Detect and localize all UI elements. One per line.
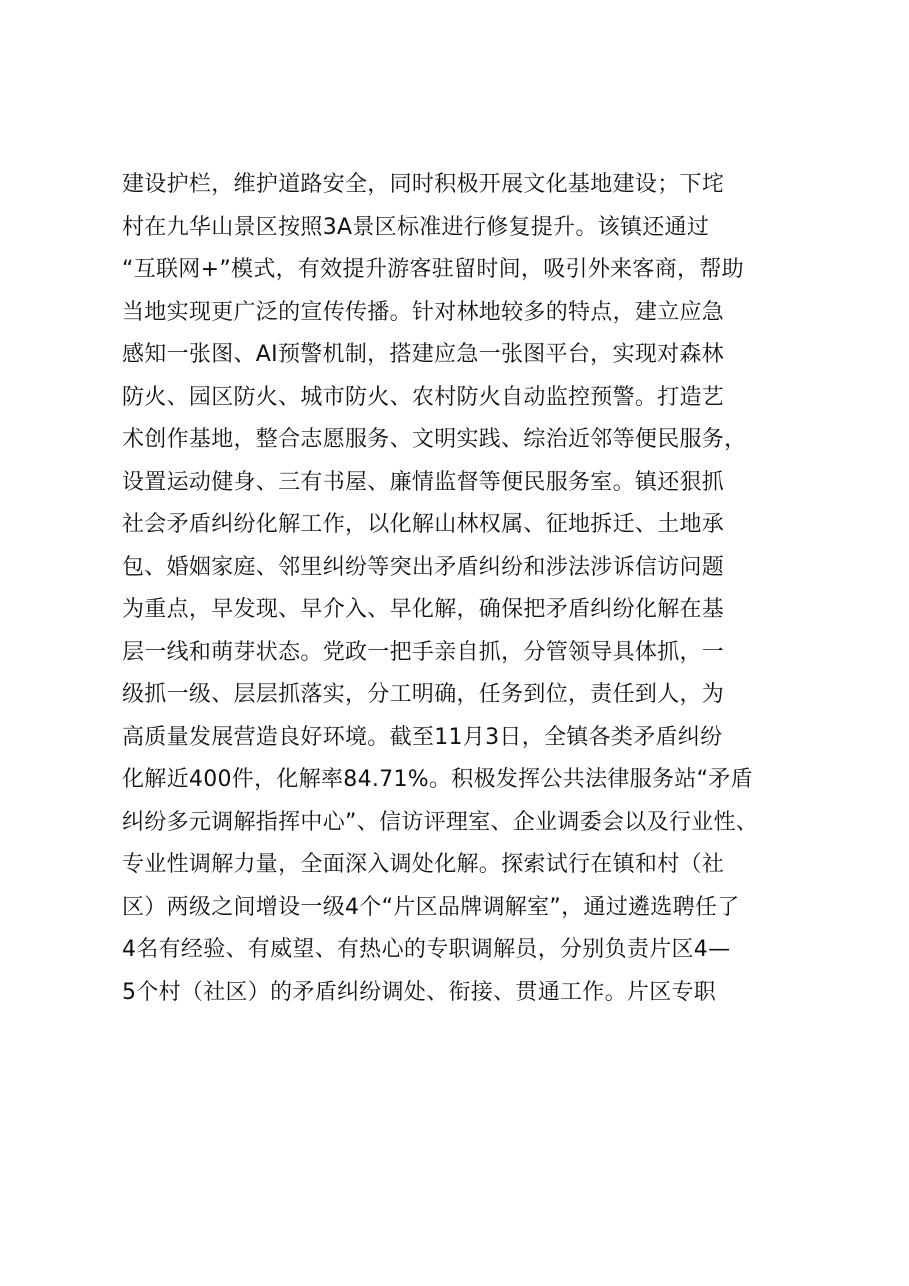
body-paragraph (122, 164, 822, 1014)
text-line: 当地实现更广泛的宣传传播。针对林地较多的特点，建立应急 (122, 299, 725, 325)
text-line: 防火、园区防火、城市防火、农村防火自动监控预警。打造艺 (122, 384, 725, 410)
text-line: 设置运动健身、三有书屋、廉情监督等便民服务室。镇还狠抓 (122, 469, 725, 495)
text-line: 层一线和萌芽状态。党政一把手亲自抓，分管领导具体抓，一 (122, 639, 725, 665)
text-line: 专业性调解力量，全面深入调处化解。探索试行在镇和村（社 (122, 852, 725, 877)
text-line: 为重点，早发现、早介入、早化解，确保把矛盾纠纷化解在基 (122, 597, 725, 622)
text-line: 化解近400件，化解率84.71%。积极发挥公共法律服务站“矛盾 (122, 767, 753, 792)
text-line: 建设护栏，维护道路安全，同时积极开展文化基地建设；下垞 (122, 172, 725, 197)
text-line: 社会矛盾纠纷化解工作，以化解山林权属、征地拆迁、土地承 (122, 512, 725, 537)
text-line: 术创作基地，整合志愿服务、文明实践、综治近邻等便民服务， (122, 427, 747, 452)
text-line: 村在九华山景区按照3A景区标准进行修复提升。该镇还通过 (122, 214, 710, 240)
text-line: 4名有经验、有威望、有热心的专职调解员，分别负责片区4— (122, 937, 731, 962)
text-line: 纠纷多元调解指挥中心”、信访评理室、企业调委会以及行业性、 (122, 809, 759, 835)
text-line: “互联网+”模式，有效提升游客驻留时间，吸引外来客商，帮助 (122, 257, 744, 282)
text-line: 感知一张图、AI预警机制，搭建应急一张图平台，实现对森林 (122, 342, 724, 367)
text-line: 5个村（社区）的矛盾纠纷调处、衔接、贯通工作。片区专职 (122, 979, 717, 1005)
text-line: 包、婚姻家庭、邻里纠纷等突出矛盾纠纷和涉法涉诉信访问题 (122, 554, 725, 580)
text-line: 区）两级之间增设一级4个“片区品牌调解室”，通过遴选聘任了 (122, 894, 740, 920)
text-line: 高质量发展营造良好环境。截至11月3日，全镇各类矛盾纠纷 (122, 724, 723, 750)
text-line: 级抓一级、层层抓落实，分工明确，任务到位，责任到人，为 (122, 682, 725, 707)
